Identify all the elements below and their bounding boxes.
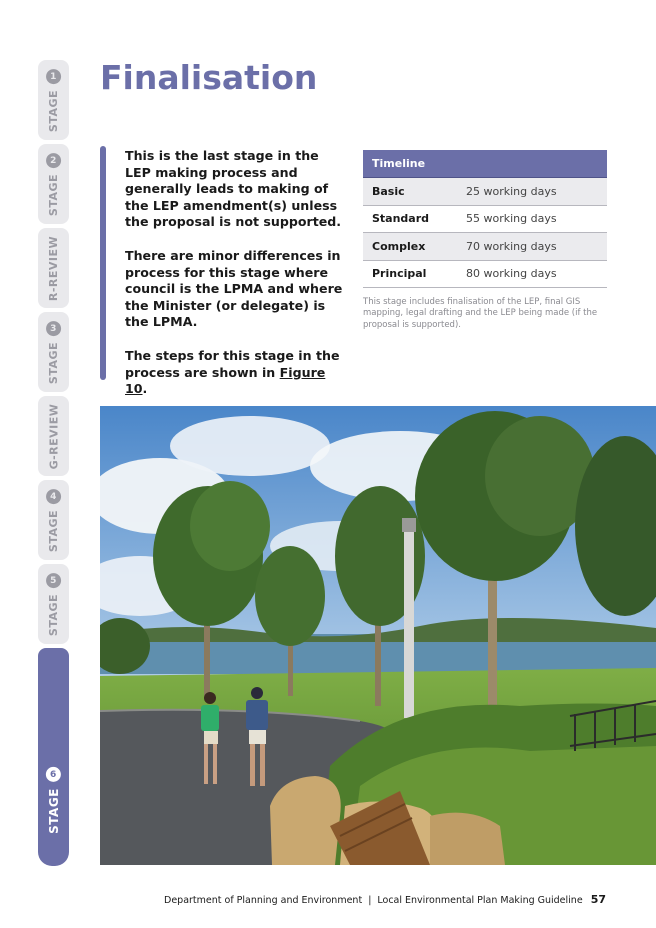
park-photo <box>100 406 656 865</box>
page-footer <box>164 893 606 906</box>
tab-label: G-REVIEW <box>47 403 60 469</box>
tab-label: STAGE <box>47 341 61 384</box>
timeline-value: 70 working days <box>466 239 557 253</box>
tab-label: R-REVIEW <box>47 235 60 301</box>
tab-number: 5 <box>46 572 61 587</box>
timeline-row-complex <box>363 233 607 261</box>
tab-stage-6-active[interactable] <box>38 648 69 866</box>
timeline-label: Standard <box>372 212 430 226</box>
tab-label: STAGE <box>46 787 61 834</box>
timeline-row-basic <box>363 178 607 206</box>
tab-stage-4[interactable] <box>38 480 69 560</box>
timeline-label: Principal <box>372 267 427 281</box>
tab-g-review[interactable] <box>38 396 69 476</box>
intro-accent-bar <box>100 146 106 380</box>
intro-p3-suffix: . <box>142 381 148 397</box>
timeline-row-principal <box>363 261 607 289</box>
timeline-value: 80 working days <box>466 267 557 281</box>
tab-label: STAGE <box>47 509 61 552</box>
page-title: Finalisation <box>100 58 318 97</box>
tab-label: STAGE <box>47 89 61 132</box>
tab-number: 4 <box>46 488 61 503</box>
intro-paragraph-2: There are minor differences in process for this stage where council is the LPMA and where the Minister (or delegate) is the LPMA. <box>125 247 343 330</box>
intro-paragraph-3 <box>125 348 345 398</box>
timeline-row-standard <box>363 206 607 234</box>
tab-label: STAGE <box>47 593 61 636</box>
tab-stage-2[interactable] <box>38 144 69 224</box>
tab-label: STAGE <box>47 173 61 216</box>
tab-number: 6 <box>46 767 61 782</box>
timeline-value: 25 working days <box>466 184 557 198</box>
timeline-table <box>363 150 607 331</box>
intro-text <box>125 148 345 415</box>
tab-r-review[interactable] <box>38 228 69 308</box>
timeline-note: This stage includes finalisation of the LEP, final GIS mapping, legal drafting and the LEP being made (if the proposal is supported). <box>363 297 598 330</box>
timeline-header: Timeline <box>363 150 607 178</box>
tab-stage-5[interactable] <box>38 564 69 644</box>
timeline-value: 55 working days <box>466 212 557 226</box>
footer-department: Department of Planning and Environment <box>164 895 363 906</box>
park-photo-illustration <box>100 406 656 865</box>
intro-paragraph-1: This is the last stage in the LEP making process and generally leads to making of the LEP amendment(s) unless the proposal is not supported. <box>125 148 342 230</box>
footer-separator: | <box>368 895 372 906</box>
tab-number: 1 <box>46 68 61 83</box>
tab-stage-1[interactable] <box>38 60 69 140</box>
footer-guideline: Local Environmental Plan Making Guideline <box>377 895 583 906</box>
tab-number: 2 <box>46 152 61 167</box>
timeline-label: Basic <box>372 184 405 198</box>
tab-number: 3 <box>46 320 61 335</box>
page-number: 57 <box>590 893 606 906</box>
intro-p3-prefix: The steps for this stage in the process are shown in <box>125 347 340 380</box>
timeline-rows <box>363 178 607 288</box>
figure-10-link[interactable]: Figure 10 <box>125 364 326 397</box>
tab-stage-3[interactable] <box>38 312 69 392</box>
timeline-label: Complex <box>372 239 426 253</box>
